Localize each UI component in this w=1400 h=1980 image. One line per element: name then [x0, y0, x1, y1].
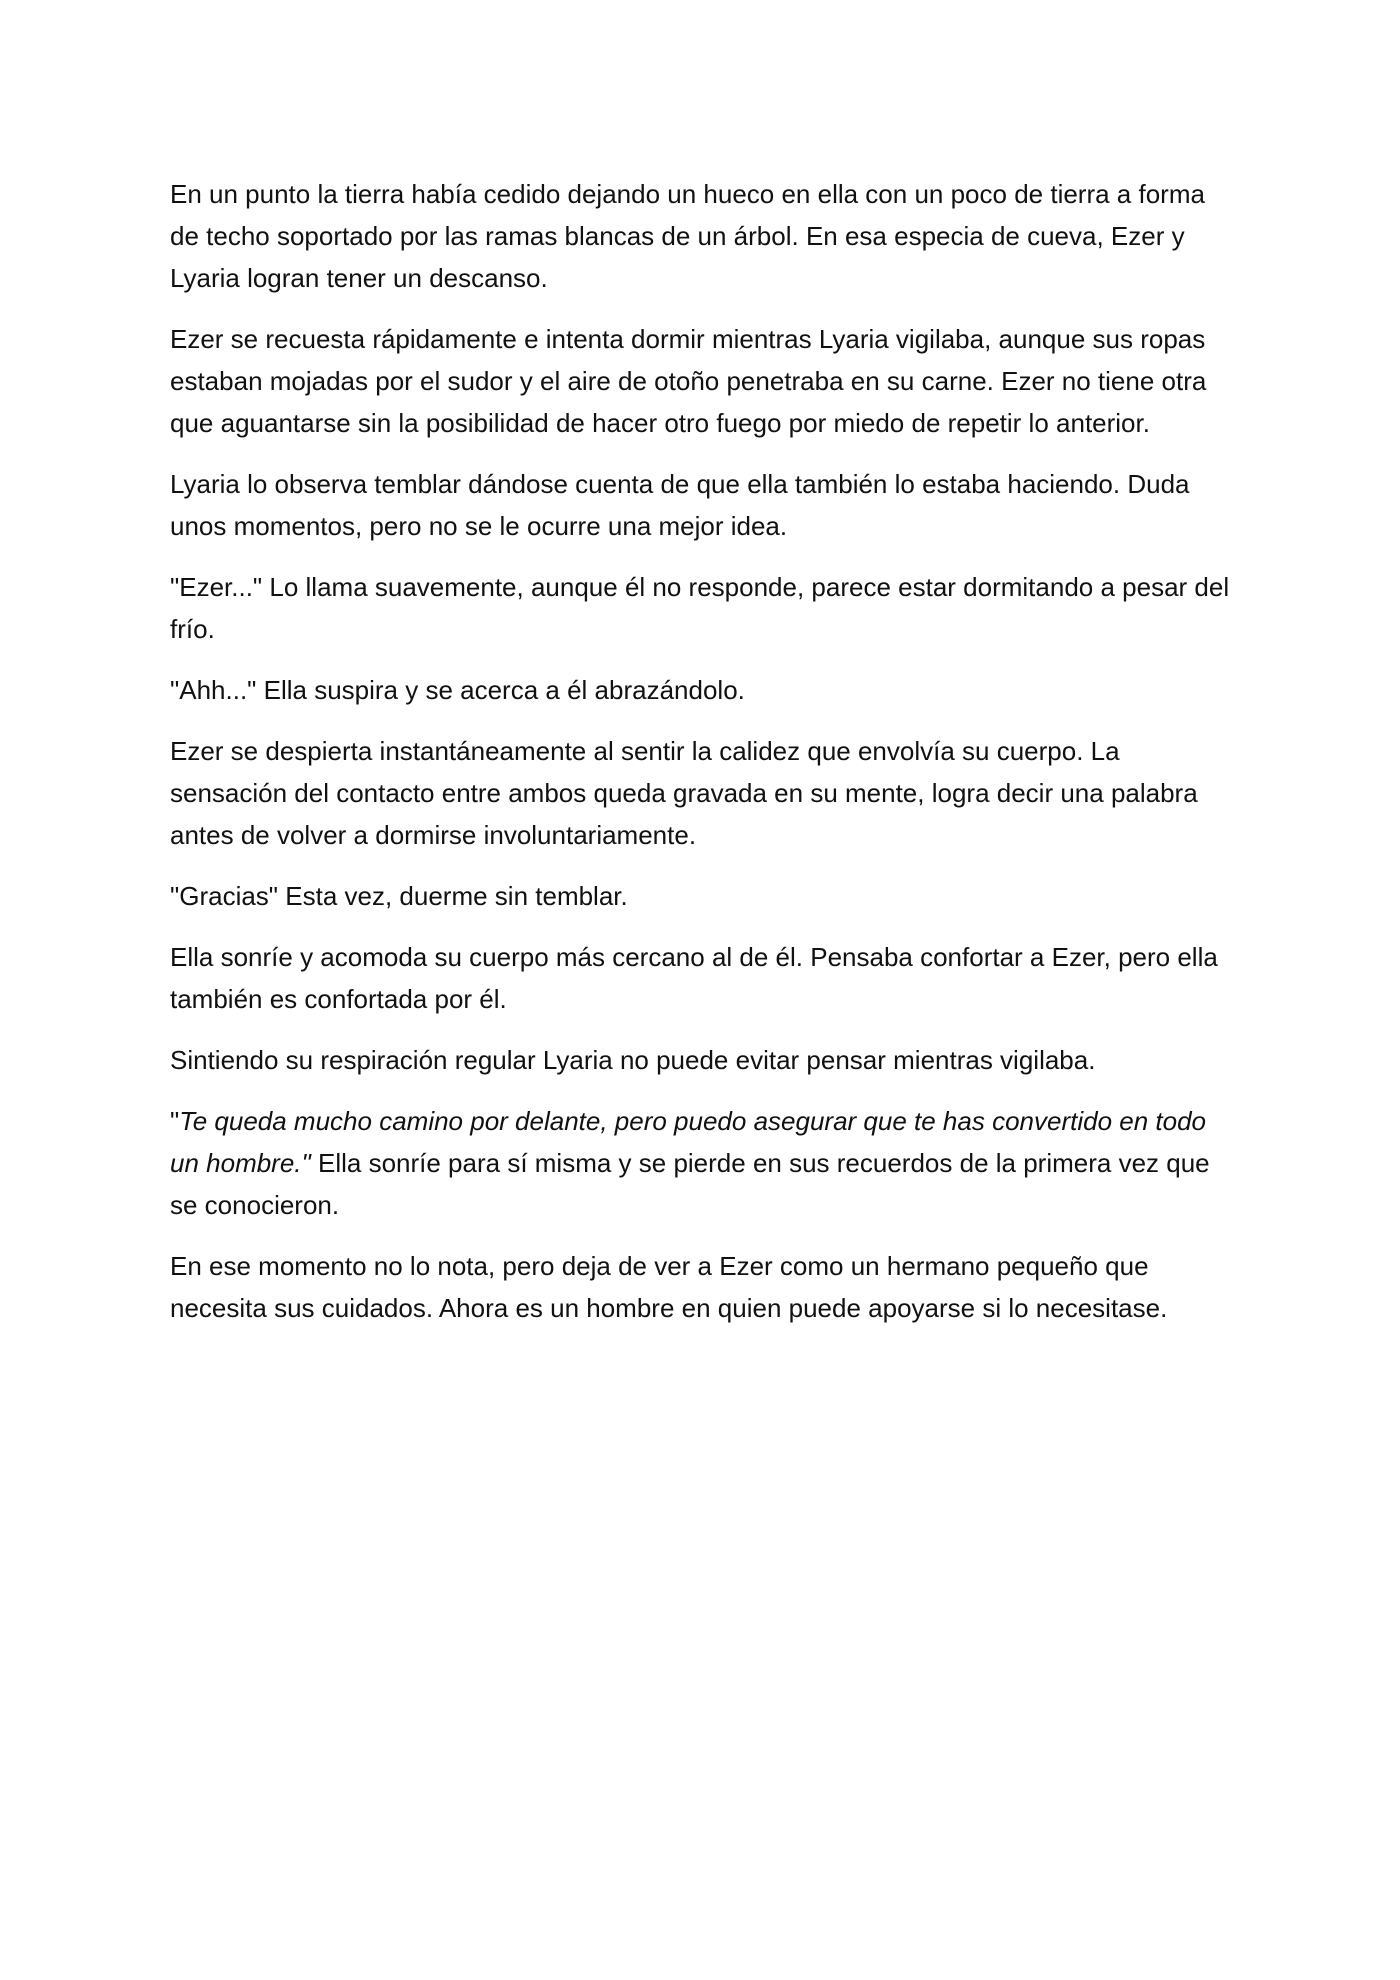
paragraph-2: Ezer se recuesta rápidamente e intenta dormir mientras Lyaria vigilaba, aunque sus ropas estaban mojadas por el sudor y el aire de otoño penetraba en su carne. Ezer no tiene otra que aguantarse sin la posibilidad de hacer otro fuego por miedo de repetir lo anterior. [170, 324, 1207, 438]
paragraph-8: Ella sonríe y acomoda su cuerpo más cercano al de él. Pensaba confortar a Ezer, pero ella también es confortada por él. [170, 942, 1218, 1014]
paragraph-11: En ese momento no lo nota, pero deja de ver a Ezer como un hermano pequeño que necesita sus cuidados. Ahora es un hombre en quien puede apoyarse si lo necesitase. [170, 1251, 1168, 1323]
paragraph-1: En un punto la tierra había cedido dejando un hueco en ella con un poco de tierra a forma de techo soportado por las ramas blancas de un árbol. En esa especia de cueva, Ezer y Lyaria logran tener un descanso. [170, 179, 1205, 293]
paragraph-3: Lyaria lo observa temblar dándose cuenta de que ella también lo estaba haciendo. Duda unos momentos, pero no se le ocurre una mejor idea. [170, 469, 1190, 541]
document-body [170, 173, 1240, 1348]
paragraph-4: "Ezer..." Lo llama suavemente, aunque él no responde, parece estar dormitando a pesar del frío. [170, 572, 1230, 644]
paragraph-5: "Ahh..." Ella suspira y se acerca a él abrazándolo. [170, 675, 745, 705]
paragraph-10-italic-text: Te queda mucho camino por delante, pero puedo asegurar que te has convertido en todo un hombre." [170, 1106, 1206, 1178]
paragraph-10-open-quote: " [170, 1106, 180, 1136]
paragraph-10-rest: Ella sonríe para sí misma y se pierde en sus recuerdos de la primera vez que se conocieron. [170, 1148, 1210, 1220]
paragraph-7: "Gracias" Esta vez, duerme sin temblar. [170, 881, 628, 911]
paragraph-6: Ezer se despierta instantáneamente al sentir la calidez que envolvía su cuerpo. La sensación del contacto entre ambos queda gravada en su mente, logra decir una palabra antes de volver a dormirse involuntariamente. [170, 736, 1198, 850]
paragraph-10 [170, 1100, 1240, 1226]
paragraph-9: Sintiendo su respiración regular Lyaria no puede evitar pensar mientras vigilaba. [170, 1045, 1096, 1075]
